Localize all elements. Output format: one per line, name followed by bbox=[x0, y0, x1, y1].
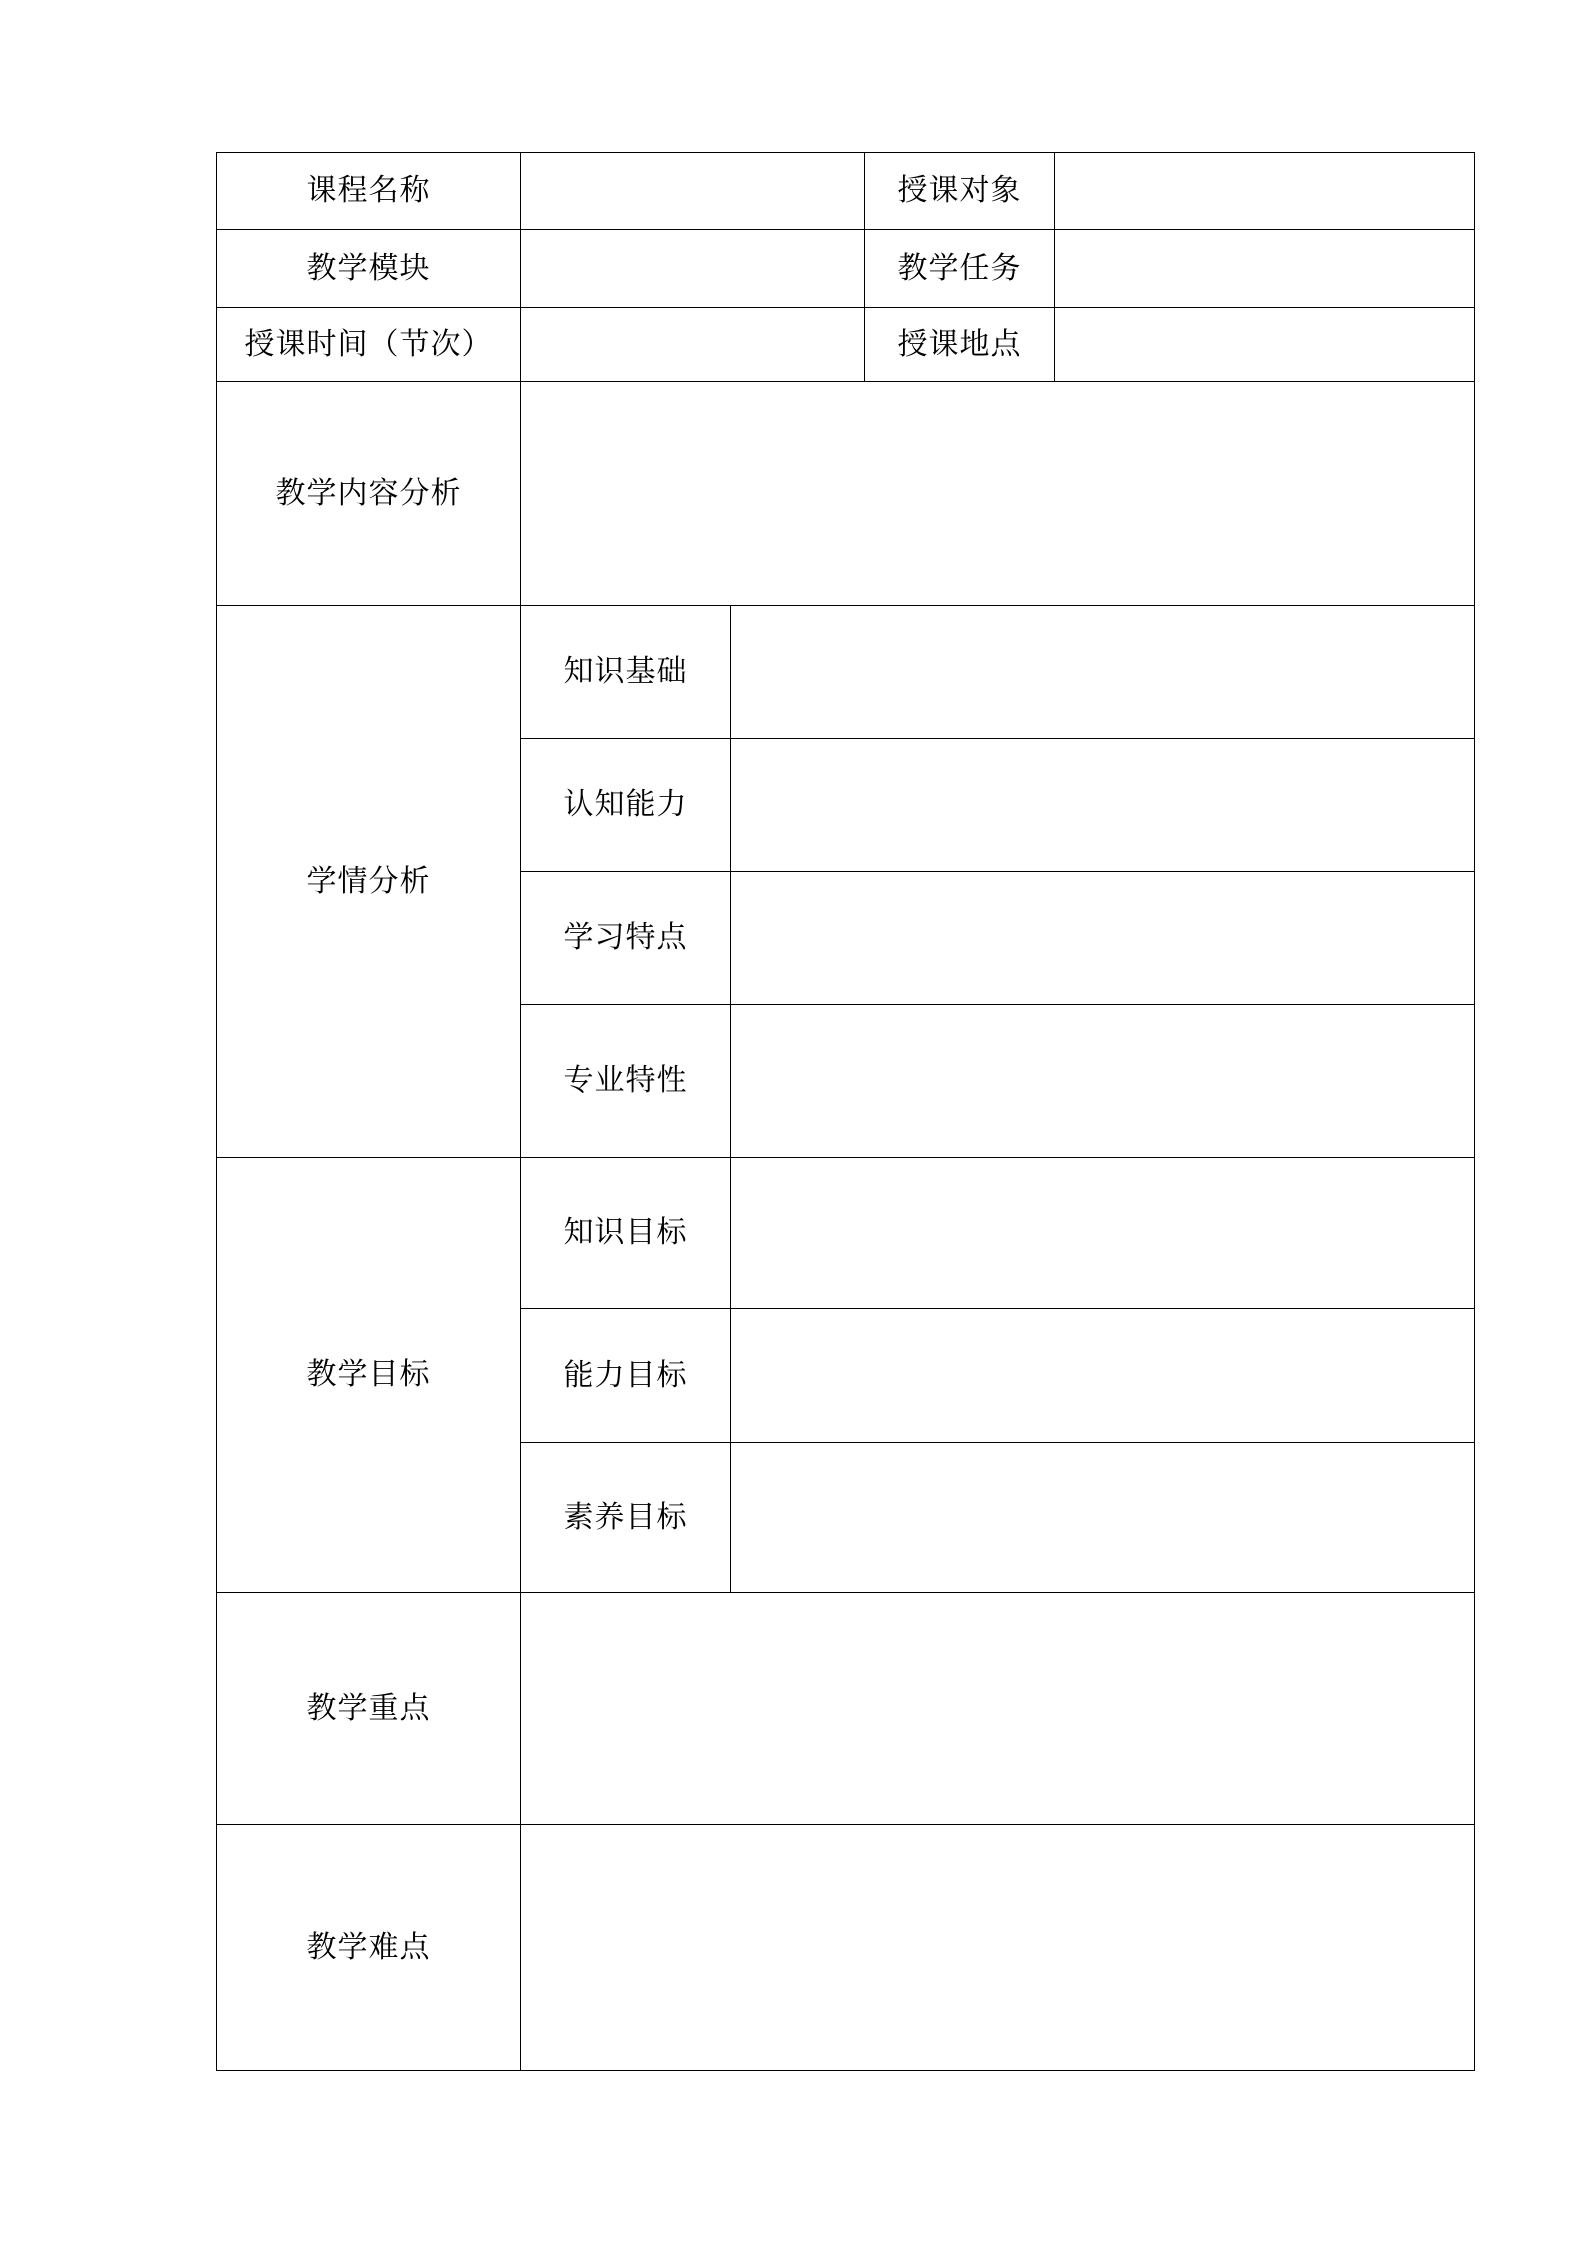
table-row bbox=[217, 230, 1475, 308]
knowledge-base-field[interactable] bbox=[731, 606, 1475, 739]
major-traits-label: 专业特性 bbox=[521, 1005, 731, 1158]
teaching-task-field[interactable] bbox=[1055, 230, 1475, 308]
class-time-field[interactable] bbox=[521, 308, 865, 382]
class-location-field[interactable] bbox=[1055, 308, 1475, 382]
class-location-label: 授课地点 bbox=[865, 308, 1055, 382]
knowledge-objective-field[interactable] bbox=[731, 1158, 1475, 1309]
learning-traits-label: 学习特点 bbox=[521, 872, 731, 1005]
teaching-module-field[interactable] bbox=[521, 230, 865, 308]
lesson-plan-table bbox=[216, 152, 1475, 2071]
ability-objective-field[interactable] bbox=[731, 1309, 1475, 1443]
knowledge-objective-label: 知识目标 bbox=[521, 1158, 731, 1309]
learner-analysis-label: 学情分析 bbox=[217, 606, 521, 1158]
table-row bbox=[217, 153, 1475, 230]
teaching-task-label: 教学任务 bbox=[865, 230, 1055, 308]
literacy-objective-label: 素养目标 bbox=[521, 1443, 731, 1593]
difficult-points-label: 教学难点 bbox=[217, 1825, 521, 2071]
ability-objective-label: 能力目标 bbox=[521, 1309, 731, 1443]
learning-traits-field[interactable] bbox=[731, 872, 1475, 1005]
course-name-label: 课程名称 bbox=[217, 153, 521, 230]
course-name-field[interactable] bbox=[521, 153, 865, 230]
teaching-objectives-label: 教学目标 bbox=[217, 1158, 521, 1593]
table-row bbox=[217, 1593, 1475, 1825]
audience-label: 授课对象 bbox=[865, 153, 1055, 230]
table-row bbox=[217, 382, 1475, 606]
key-points-field[interactable] bbox=[521, 1593, 1475, 1825]
content-analysis-field[interactable] bbox=[521, 382, 1475, 606]
cognitive-ability-field[interactable] bbox=[731, 739, 1475, 872]
table-row bbox=[217, 1158, 1475, 1309]
table-row bbox=[217, 1825, 1475, 2071]
audience-field[interactable] bbox=[1055, 153, 1475, 230]
literacy-objective-field[interactable] bbox=[731, 1443, 1475, 1593]
teaching-module-label: 教学模块 bbox=[217, 230, 521, 308]
cognitive-ability-label: 认知能力 bbox=[521, 739, 731, 872]
table-row bbox=[217, 606, 1475, 739]
content-analysis-label: 教学内容分析 bbox=[217, 382, 521, 606]
table-row bbox=[217, 308, 1475, 382]
class-time-label: 授课时间（节次） bbox=[217, 308, 521, 382]
key-points-label: 教学重点 bbox=[217, 1593, 521, 1825]
difficult-points-field[interactable] bbox=[521, 1825, 1475, 2071]
major-traits-field[interactable] bbox=[731, 1005, 1475, 1158]
knowledge-base-label: 知识基础 bbox=[521, 606, 731, 739]
